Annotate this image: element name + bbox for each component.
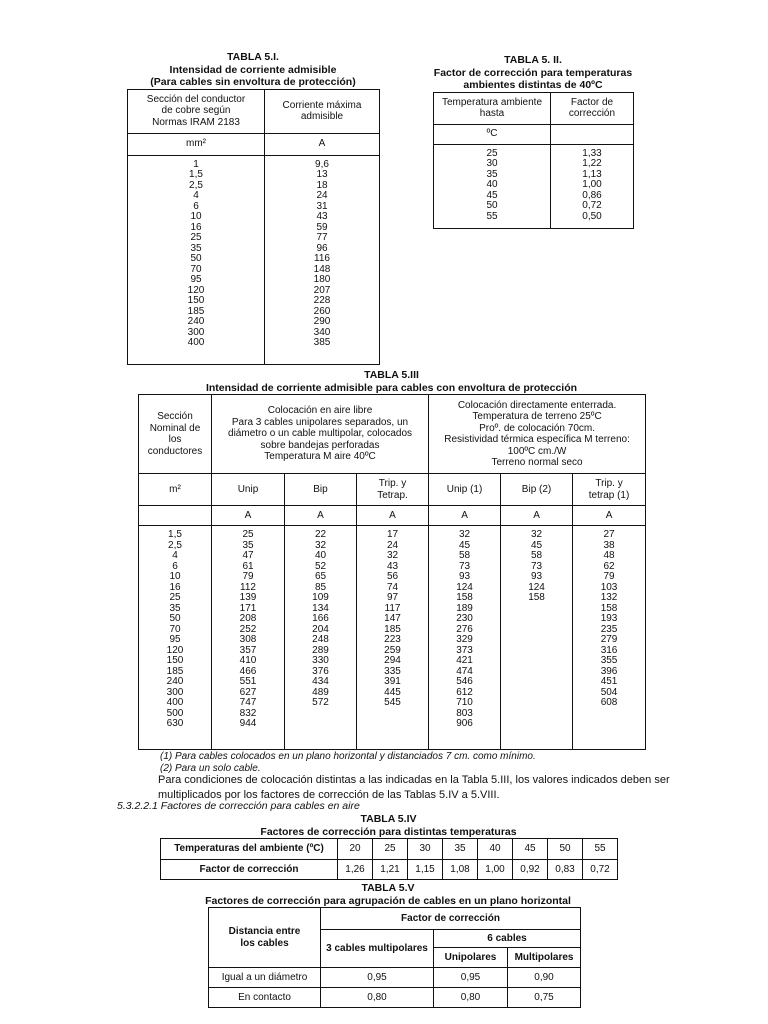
tabla-5-1-subtitle-2: (Para cables sin envoltura de protección) bbox=[150, 76, 356, 88]
factor-value: 1,26 bbox=[338, 860, 373, 880]
tabla-5-4-table bbox=[160, 838, 618, 880]
unit-ground-trip: A bbox=[573, 506, 646, 526]
temp-value: 55 bbox=[583, 839, 618, 860]
subheader-ground-unip: Unip (1) bbox=[429, 474, 501, 506]
row-label: Igual a un diámetro bbox=[209, 968, 321, 988]
factor-value: 1,00 bbox=[478, 860, 513, 880]
header-3-multipolar: 3 cables multipolares bbox=[321, 930, 434, 968]
row-value: 0,80 bbox=[434, 988, 508, 1008]
values-air-trip: 17 24 32 43 56 74 97 117 147 185 223 259 294 335 391 445 545 bbox=[357, 526, 429, 750]
factor-value: 1,08 bbox=[443, 860, 478, 880]
tabla-5-4 bbox=[160, 813, 617, 880]
tabla-5-3 bbox=[138, 369, 645, 750]
section-values: 1 1,5 2,5 4 6 10 16 25 35 50 70 95 120 150 185 240 300 400 bbox=[128, 155, 265, 364]
values-ground-bip: 32 45 58 73 93 124 158 bbox=[501, 526, 573, 750]
values-ground-unip: 32 45 58 73 93 124 158 189 230 276 329 373 421 474 546 612 710 803 906 bbox=[429, 526, 501, 750]
temp-value: 20 bbox=[338, 839, 373, 860]
factor-value: 0,92 bbox=[513, 860, 548, 880]
subheader-ground-trip: Trip. y tetrap (1) bbox=[573, 474, 646, 506]
unit-ground-unip: A bbox=[429, 506, 501, 526]
col-header-factor: Factor de corrección bbox=[551, 92, 634, 124]
tabla-5-3-subtitle: Intensidad de corriente admisible para cables con envoltura de protección bbox=[205, 381, 578, 394]
tabla-5-2-title: TABLA 5. II. bbox=[504, 54, 562, 66]
values-section: 1,5 2,5 4 6 10 16 25 35 50 70 95 120 150 185 240 300 400 500 630 bbox=[139, 526, 212, 750]
tabla-5-1-subtitle: Intensidad de corriente admisible bbox=[169, 63, 337, 76]
values-air-bip: 22 32 40 52 65 85 109 134 166 204 248 289 330 376 434 489 572 bbox=[285, 526, 357, 750]
tabla-5-5-title: TABLA 5.V bbox=[361, 882, 415, 894]
values-air-unip: 25 35 47 61 79 112 139 171 208 252 308 357 410 466 551 627 747 832 944 bbox=[212, 526, 285, 750]
header-distance: Distancia entre los cables bbox=[209, 908, 321, 968]
tabla-5-1 bbox=[127, 51, 379, 365]
col-header-current: Corriente máxima admisible bbox=[265, 89, 380, 133]
values-ground-trip: 27 38 48 62 79 103 132 158 193 235 279 316 355 396 451 504 608 bbox=[573, 526, 646, 750]
row-temperature-label: Temperaturas del ambiente (ºC) bbox=[161, 839, 338, 860]
section-heading: 5.3.2.2.1 Factores de corrección para cables en aire bbox=[117, 800, 360, 812]
subheader-air-trip: Trip. y Tetrap. bbox=[357, 474, 429, 506]
subheader-air-unip: Unip bbox=[212, 474, 285, 506]
tabla-5-5-subtitle: Factores de corrección para agrupación de cables en un plano horizontal bbox=[205, 894, 571, 907]
row-value: 0,90 bbox=[508, 968, 581, 988]
header-section-nominal: Sección Nominal de los conductores bbox=[139, 395, 212, 474]
tabla-5-2-table bbox=[433, 92, 634, 229]
unit-mm2: mm² bbox=[128, 133, 265, 155]
tabla-5-1-title: TABLA 5.I. bbox=[227, 51, 279, 63]
tabla-5-5 bbox=[196, 882, 580, 1008]
unit-section bbox=[139, 506, 212, 526]
factor-value: 0,72 bbox=[583, 860, 618, 880]
unit-empty bbox=[551, 124, 634, 144]
row-value: 0,95 bbox=[321, 968, 434, 988]
tabla-5-2-subtitle: Factor de corrección para temperaturas bbox=[433, 66, 633, 79]
factor-value: 1,21 bbox=[373, 860, 408, 880]
row-value: 0,75 bbox=[508, 988, 581, 1008]
tabla-5-4-title: TABLA 5.IV bbox=[360, 813, 417, 825]
temp-value: 35 bbox=[443, 839, 478, 860]
unit-air-unip: A bbox=[212, 506, 285, 526]
unit-air-bip: A bbox=[285, 506, 357, 526]
temp-value: 45 bbox=[513, 839, 548, 860]
subheader-ground-bip: Bip (2) bbox=[501, 474, 573, 506]
header-air: Colocación en aire libre Para 3 cables unipolares separados, un diámetro o un cable multipolar, colocados sobre bandejas perforadas Temperatura M aire 40ºC bbox=[212, 395, 429, 474]
tabla-5-1-table bbox=[127, 89, 380, 365]
factor-value: 0,83 bbox=[548, 860, 583, 880]
unit-ground-bip: A bbox=[501, 506, 573, 526]
unit-air-trip: A bbox=[357, 506, 429, 526]
row-factor-label: Factor de corrección bbox=[161, 860, 338, 880]
header-ground: Colocación directamente enterrada. Temperatura de terreno 25ºC Proº. de colocación 70cm. Resistividad térmica específica M terreno: 100ºC cm./W Terreno normal seco bbox=[429, 395, 646, 474]
temp-value: 40 bbox=[478, 839, 513, 860]
tabla-5-5-table bbox=[208, 907, 581, 1008]
row-value: 0,95 bbox=[434, 968, 508, 988]
body-paragraph: Para condiciones de colocación distintas a las indicadas en la Tabla 5.III, los valores indicados deben ser multiplicados por los factores de corrección de las Tablas 5.IV a 5.VIII. bbox=[158, 774, 670, 801]
row-value: 0,80 bbox=[321, 988, 434, 1008]
footnote-2: (2) Para un solo cable. bbox=[160, 763, 261, 774]
factor-value: 1,15 bbox=[408, 860, 443, 880]
col-header-section: Sección del conductor de cobre según Normas IRAM 2183 bbox=[128, 89, 265, 133]
temperature-values: 25 30 35 40 45 50 55 bbox=[434, 144, 551, 228]
temp-value: 50 bbox=[548, 839, 583, 860]
tabla-5-4-subtitle: Factores de corrección para distintas temperaturas bbox=[260, 825, 517, 838]
tabla-5-2 bbox=[433, 54, 633, 229]
subheader-air-bip: Bip bbox=[285, 474, 357, 506]
tabla-5-3-title: TABLA 5.III bbox=[364, 369, 419, 381]
header-factor: Factor de corrección bbox=[321, 908, 581, 930]
current-values: 9,6 13 18 24 31 43 59 77 96 116 148 180 207 228 260 290 340 385 bbox=[265, 155, 380, 364]
header-multipolares: Multipolares bbox=[508, 948, 581, 968]
temp-value: 30 bbox=[408, 839, 443, 860]
unit-celsius: ºC bbox=[434, 124, 551, 144]
subheader-section: m² bbox=[139, 474, 212, 506]
col-header-temperature: Temperatura ambiente hasta bbox=[434, 92, 551, 124]
header-6-cables: 6 cables bbox=[434, 930, 581, 948]
unit-ampere: A bbox=[265, 133, 380, 155]
footnote-1: (1) Para cables colocados en un plano horizontal y distanciados 7 cm. como mínimo. bbox=[160, 751, 536, 762]
tabla-5-2-subtitle-2: ambientes distintas de 40ºC bbox=[463, 79, 603, 91]
temp-value: 25 bbox=[373, 839, 408, 860]
tabla-5-3-table bbox=[138, 394, 646, 750]
header-unipolares: Unipolares bbox=[434, 948, 508, 968]
factor-values: 1,33 1,22 1,13 1,00 0,86 0,72 0,50 bbox=[551, 144, 634, 228]
row-label: En contacto bbox=[209, 988, 321, 1008]
